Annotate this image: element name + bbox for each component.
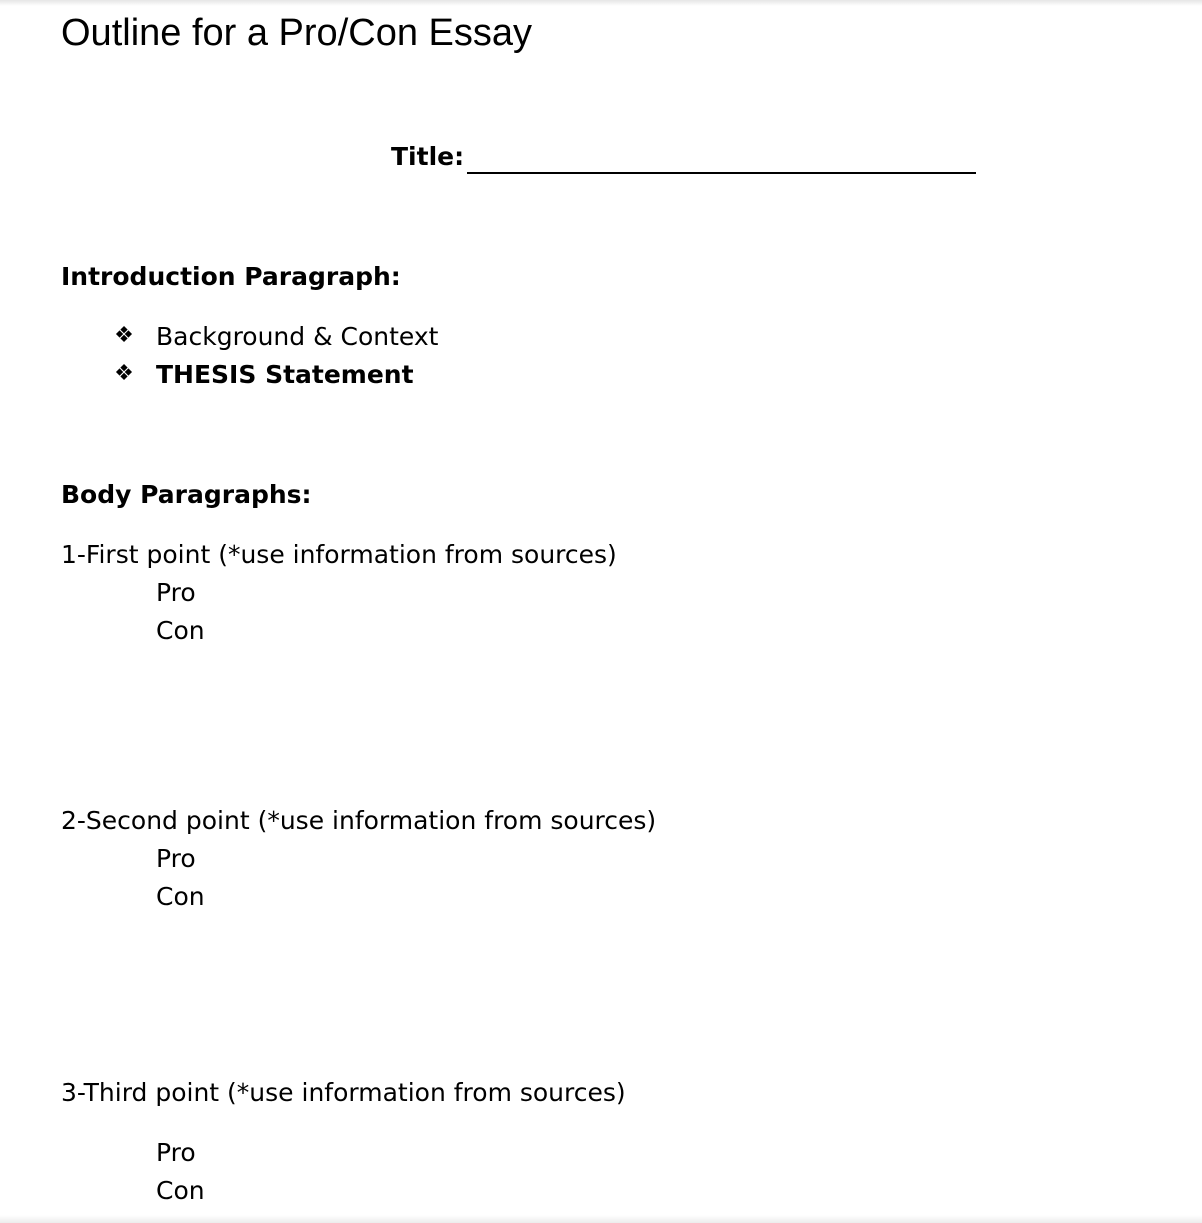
point-2-con: Con — [156, 882, 205, 911]
point-3-pro: Pro — [156, 1138, 196, 1167]
body-heading: Body Paragraphs: — [61, 480, 312, 509]
page-top-shadow — [0, 0, 1202, 6]
point-1-label: 1-First point (*use information from sources) — [61, 540, 617, 569]
diamond-bullet-icon: ❖ — [114, 323, 134, 348]
point-3-con: Con — [156, 1176, 205, 1205]
title-blank-line — [467, 172, 976, 174]
introduction-heading: Introduction Paragraph: — [61, 262, 401, 291]
intro-item-thesis: THESIS Statement — [156, 360, 414, 389]
point-3-label: 3-Third point (*use information from sources) — [61, 1078, 626, 1107]
intro-item-background: Background & Context — [156, 322, 439, 351]
point-2-pro: Pro — [156, 844, 196, 873]
diamond-bullet-icon: ❖ — [114, 361, 134, 386]
page-bottom-shadow — [0, 1215, 1202, 1223]
point-2-label: 2-Second point (*use information from sources) — [61, 806, 657, 835]
point-1-pro: Pro — [156, 578, 196, 607]
point-1-con: Con — [156, 616, 205, 645]
title-label: Title: — [391, 142, 465, 171]
document-heading: Outline for a Pro/Con Essay — [61, 12, 532, 54]
